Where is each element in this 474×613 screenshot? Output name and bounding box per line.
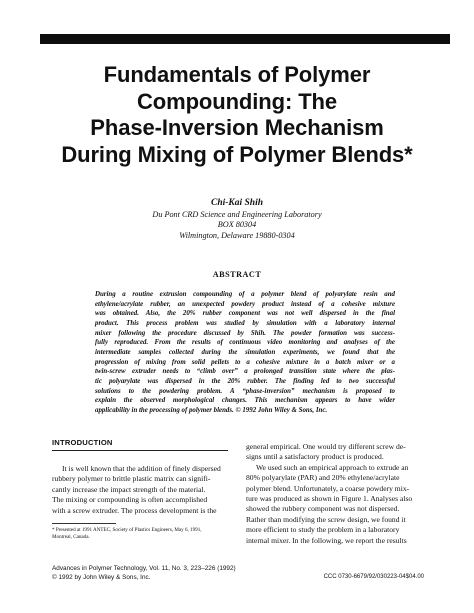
affiliation-line: Wilmington, Delaware 19880-0304: [179, 230, 295, 240]
abstract-line: During a routine extrusion compounding of a polymer blend of polyarylate resin and: [95, 291, 395, 298]
text-line: ture was produced as shown in Figure 1. Analyses also: [246, 494, 413, 504]
paper-title: [30, 62, 444, 168]
text-line: internal mixer. In the following, we report the results: [246, 535, 407, 545]
introduction-text: [52, 464, 228, 516]
abstract-line: fully reproduced. From the results of continuous video monitoring and analyses of the: [95, 339, 395, 347]
text-line: Rather than modifying the screw design, we found it: [246, 514, 406, 524]
abstract-line: product. This process problem was studied by simulation with a laboratory internal: [95, 319, 395, 327]
abstract-line: ethylene/acrylate rubber, an unexpected powdery product instead of a cohesive mixture: [95, 300, 395, 308]
affiliation-line: BOX 80304: [217, 220, 257, 230]
author-block: [60, 197, 414, 241]
footnote-rule: [52, 523, 116, 524]
abstract-line: was obtained. Also, the 20% rubber component was not well dispersed in the final: [95, 310, 395, 318]
title-line: Fundamentals of Polymer: [103, 62, 371, 87]
text-line: general empirical. One would try different screw de-: [246, 442, 406, 451]
text-line: signs until a satisfactory product is produced.: [246, 452, 384, 462]
abstract-line: applicability in the processing of polymer blends. © 1992 John Wiley & Sons, Inc.: [95, 406, 328, 414]
journal-citation: Advances in Polymer Technology, Vol. 11, No. 3, 223–226 (1992): [52, 565, 236, 572]
header-rule: [40, 34, 450, 44]
right-column: [246, 442, 424, 546]
footnote-line: Montreal, Canada.: [52, 534, 90, 541]
text-line: showed the rubbery component was not dispersed.: [246, 504, 400, 514]
affiliation-line: Du Pont CRD Science and Engineering Laboratory: [152, 210, 322, 219]
abstract-line: intermediate samples collected during the simulation experiments, we found that the: [95, 348, 395, 356]
text-line: It is well known that the addition of finely dispersed: [62, 464, 221, 473]
text-line: 80% polyarylate (PAR) and 20% ethylene/acrylate: [246, 473, 400, 483]
text-line: cantly increase the impact strength of the material.: [52, 484, 206, 494]
abstract-line: explain the observed morphological changes. This mechanism appears to have wider: [95, 397, 395, 405]
section-rule: [52, 450, 228, 451]
abstract-line: twin-screw extruder needs to “climb over” a prolonged transition state where the plas-: [95, 368, 395, 376]
abstract-line: solutions to the powdering problem. A “phase-inversion” mechanism is proposed to: [95, 387, 395, 395]
left-column: [52, 438, 228, 541]
text-line: more efficient to study the problem in a laboratory: [246, 525, 400, 535]
ccc-code: CCC 0730-6679/92/030223-04$04.00: [323, 574, 424, 580]
abstract-line: mixer following the procedure discussed by Shih. The powder formation was success-: [95, 329, 395, 337]
abstract-line: tic polyarylate was dispersed in the 20% rubber. The finding led to two successful: [95, 377, 395, 385]
introduction-heading: INTRODUCTION: [52, 438, 113, 447]
text-line: The mixing or compounding is often accomplished: [52, 495, 208, 505]
title-line: Phase-Inversion Mechanism: [90, 115, 384, 140]
author-name: Chi-Kai Shih: [210, 198, 263, 208]
text-line: We used such an empirical approach to extrude an: [256, 462, 409, 472]
footnote-line: * Presented at 1991 ANTEC, Society of Plastics Engineers, May 6, 1991,: [52, 527, 202, 534]
abstract-heading: ABSTRACT: [212, 270, 262, 279]
title-line: During Mixing of Polymer Blends*: [61, 141, 413, 167]
title-line: Compounding: The: [136, 88, 338, 114]
abstract-line: progression of mixing from solid pellets to a cohesive mixture in a batch mixer or a: [95, 358, 395, 366]
text-line: polymer blend. Unfortunately, a coarse powdery mix-: [246, 483, 410, 493]
copyright-line: © 1992 by John Wiley & Sons, Inc.: [52, 573, 151, 581]
footnote: [52, 527, 228, 541]
text-line: rubbery polymer to brittle plastic matrix can signifi-: [52, 474, 211, 484]
abstract-body: [95, 290, 395, 416]
text-line: with a screw extruder. The process development is the: [52, 505, 217, 515]
journal-info: [52, 565, 252, 582]
